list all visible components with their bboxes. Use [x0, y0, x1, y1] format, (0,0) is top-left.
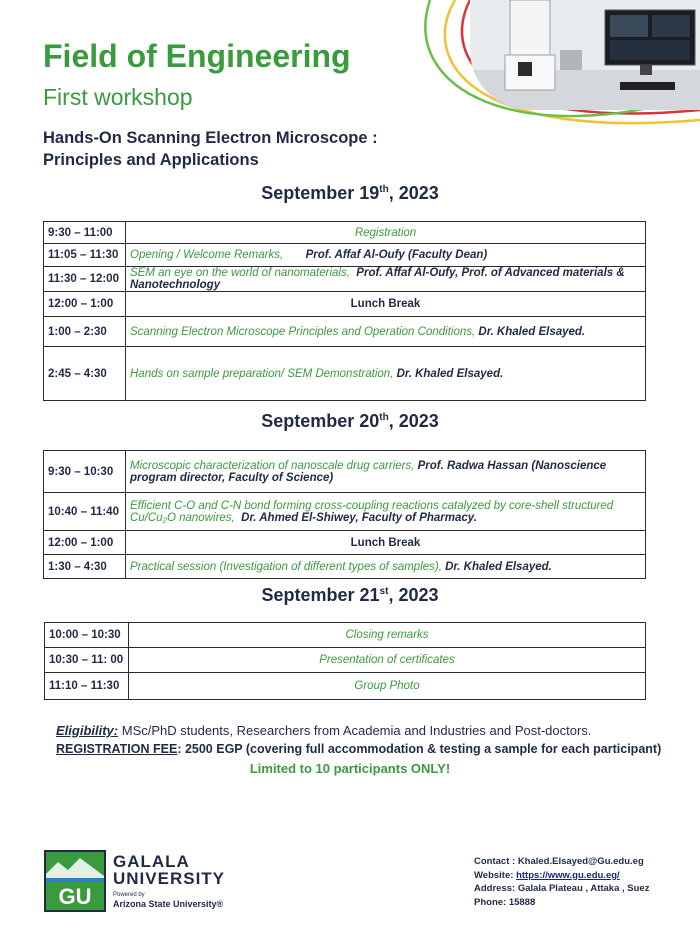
table-row: [44, 347, 646, 401]
speaker-name: Dr. Khaled Elsayed.: [396, 367, 504, 380]
lunch-break-cell: Lunch Break: [126, 292, 646, 317]
time-cell: 10:30 – 11: 00: [45, 648, 129, 673]
day-1-schedule-table: [43, 221, 646, 401]
eligibility-line: [56, 723, 591, 738]
speaker-name: Prof. Radwa Hassan (Nanoscience program director, Faculty of Science): [130, 459, 607, 484]
time-cell: 1:30 – 4:30: [44, 555, 126, 579]
table-row: [44, 493, 646, 531]
fee-label: REGISTRATION FEE: [56, 742, 178, 756]
activity-cell: Registration: [126, 222, 646, 244]
speaker-name: Prof. Affaf Al-Oufy (Faculty Dean): [305, 249, 488, 261]
day-2-date: September 20th, 2023: [261, 411, 439, 431]
table-row: [45, 648, 646, 673]
powered-by-label: Powered by: [113, 892, 145, 898]
time-cell: 9:30 – 10:30: [44, 451, 126, 493]
galala-university-logo: [44, 850, 106, 912]
speaker-name: Dr. Ahmed El-Shiwey, Faculty of Pharmacy.: [241, 511, 477, 524]
activity-cell: Closing remarks: [129, 623, 646, 648]
activity-cell: Practical session (Investigation of different types of samples), Dr. Khaled Elsayed.: [126, 555, 646, 579]
activity-cell: Scanning Electron Microscope Principles and Operation Conditions, Dr. Khaled Elsayed.: [126, 317, 646, 347]
activity-cell: Efficient C-O and C-N bond forming cross-coupling reactions catalyzed by core-shell structured Cu/Cu₂O nanowires, Dr. Ahmed El-Shiwey, Faculty of Pharmacy.: [126, 493, 646, 531]
page-title: Field of Engineering: [43, 38, 351, 74]
table-row: [44, 555, 646, 579]
time-cell: 1:00 – 2:30: [44, 317, 126, 347]
time-cell: 2:45 – 4:30: [44, 347, 126, 401]
table-row: [45, 623, 646, 648]
time-cell: 11:05 – 11:30: [44, 244, 126, 267]
lunch-break-cell: Lunch Break: [126, 531, 646, 555]
table-row: [44, 244, 646, 267]
time-cell: 12:00 – 1:00: [44, 531, 126, 555]
day-2-schedule-table: [43, 450, 646, 579]
day-3-schedule-table: [44, 622, 646, 700]
table-row: [44, 292, 646, 317]
contact-email-line: Contact : Khaled.Elsayed@Gu.edu.eg: [474, 856, 644, 867]
fee-text: : 2500 EGP (covering full accommodation & testing a sample for each participant): [177, 742, 662, 756]
workshop-subtitle: First workshop: [43, 84, 193, 110]
time-cell: 10:40 – 11:40: [44, 493, 126, 531]
day-3-date: September 21st, 2023: [261, 585, 439, 605]
activity-cell: SEM an eye on the world of nanomaterials, Prof. Affaf Al-Oufy, Prof. of Advanced materials & Nanotechnology: [126, 267, 646, 292]
registration-fee-line: [56, 742, 661, 756]
topic-line-2: Principles and Applications: [43, 151, 259, 169]
topic-line-1: Hands-On Scanning Electron Microscope :: [43, 129, 378, 147]
contact-website-line: Website: https://www.gu.edu.eg/: [474, 869, 620, 881]
microscope-photo: [470, 0, 700, 110]
participant-limit-note: Limited to 10 participants ONLY!: [249, 761, 451, 776]
logo-mark-text: GU: [58, 884, 92, 909]
activity-cell: Group Photo: [129, 673, 646, 700]
asu-label: Arizona State University®: [113, 899, 224, 909]
time-cell: 9:30 – 11:00: [44, 222, 126, 244]
contact-address: Address: Galala Plateau , Attaka , Suez: [474, 883, 650, 894]
table-row: [44, 267, 646, 292]
website-link[interactable]: https://www.gu.edu.eg/: [516, 869, 620, 881]
speaker-name: Prof. Affaf Al-Oufy, Prof. of Advanced materials & Nanotechnology: [130, 267, 625, 291]
contact-phone: Phone: 15888: [474, 896, 536, 908]
activity-cell: Hands on sample preparation/ SEM Demonstration, Dr. Khaled Elsayed.: [126, 347, 646, 401]
activity-cell: Presentation of certificates: [129, 648, 646, 673]
university-name: GALALA UNIVERSITY: [113, 852, 226, 888]
contact-block: [474, 855, 649, 909]
speaker-name: Dr. Khaled Elsayed.: [478, 325, 586, 338]
time-cell: 11:10 – 11:30: [45, 673, 129, 700]
time-cell: 11:30 – 12:00: [44, 267, 126, 292]
activity-cell: Microscopic characterization of nanoscale drug carriers, Prof. Radwa Hassan (Nanoscience program director, Faculty of Science): [126, 451, 646, 493]
workshop-topic: [43, 127, 443, 171]
table-row: [44, 317, 646, 347]
time-cell: 12:00 – 1:00: [44, 292, 126, 317]
contact-email[interactable]: Khaled.Elsayed@Gu.edu.eg: [517, 856, 644, 867]
eligibility-label: Eligibility:: [56, 723, 119, 738]
table-row: [45, 673, 646, 700]
speaker-name: Dr. Khaled Elsayed.: [445, 560, 552, 573]
activity-cell: Opening / Welcome Remarks, Prof. Affaf Al-Oufy (Faculty Dean): [126, 244, 646, 267]
table-row: [44, 451, 646, 493]
time-cell: 10:00 – 10:30: [45, 623, 129, 648]
day-1-date: September 19th, 2023: [261, 183, 439, 203]
table-row: [44, 531, 646, 555]
table-row: [44, 222, 646, 244]
eligibility-text: MSc/PhD students, Researchers from Academia and Industries and Post-doctors.: [118, 723, 592, 738]
